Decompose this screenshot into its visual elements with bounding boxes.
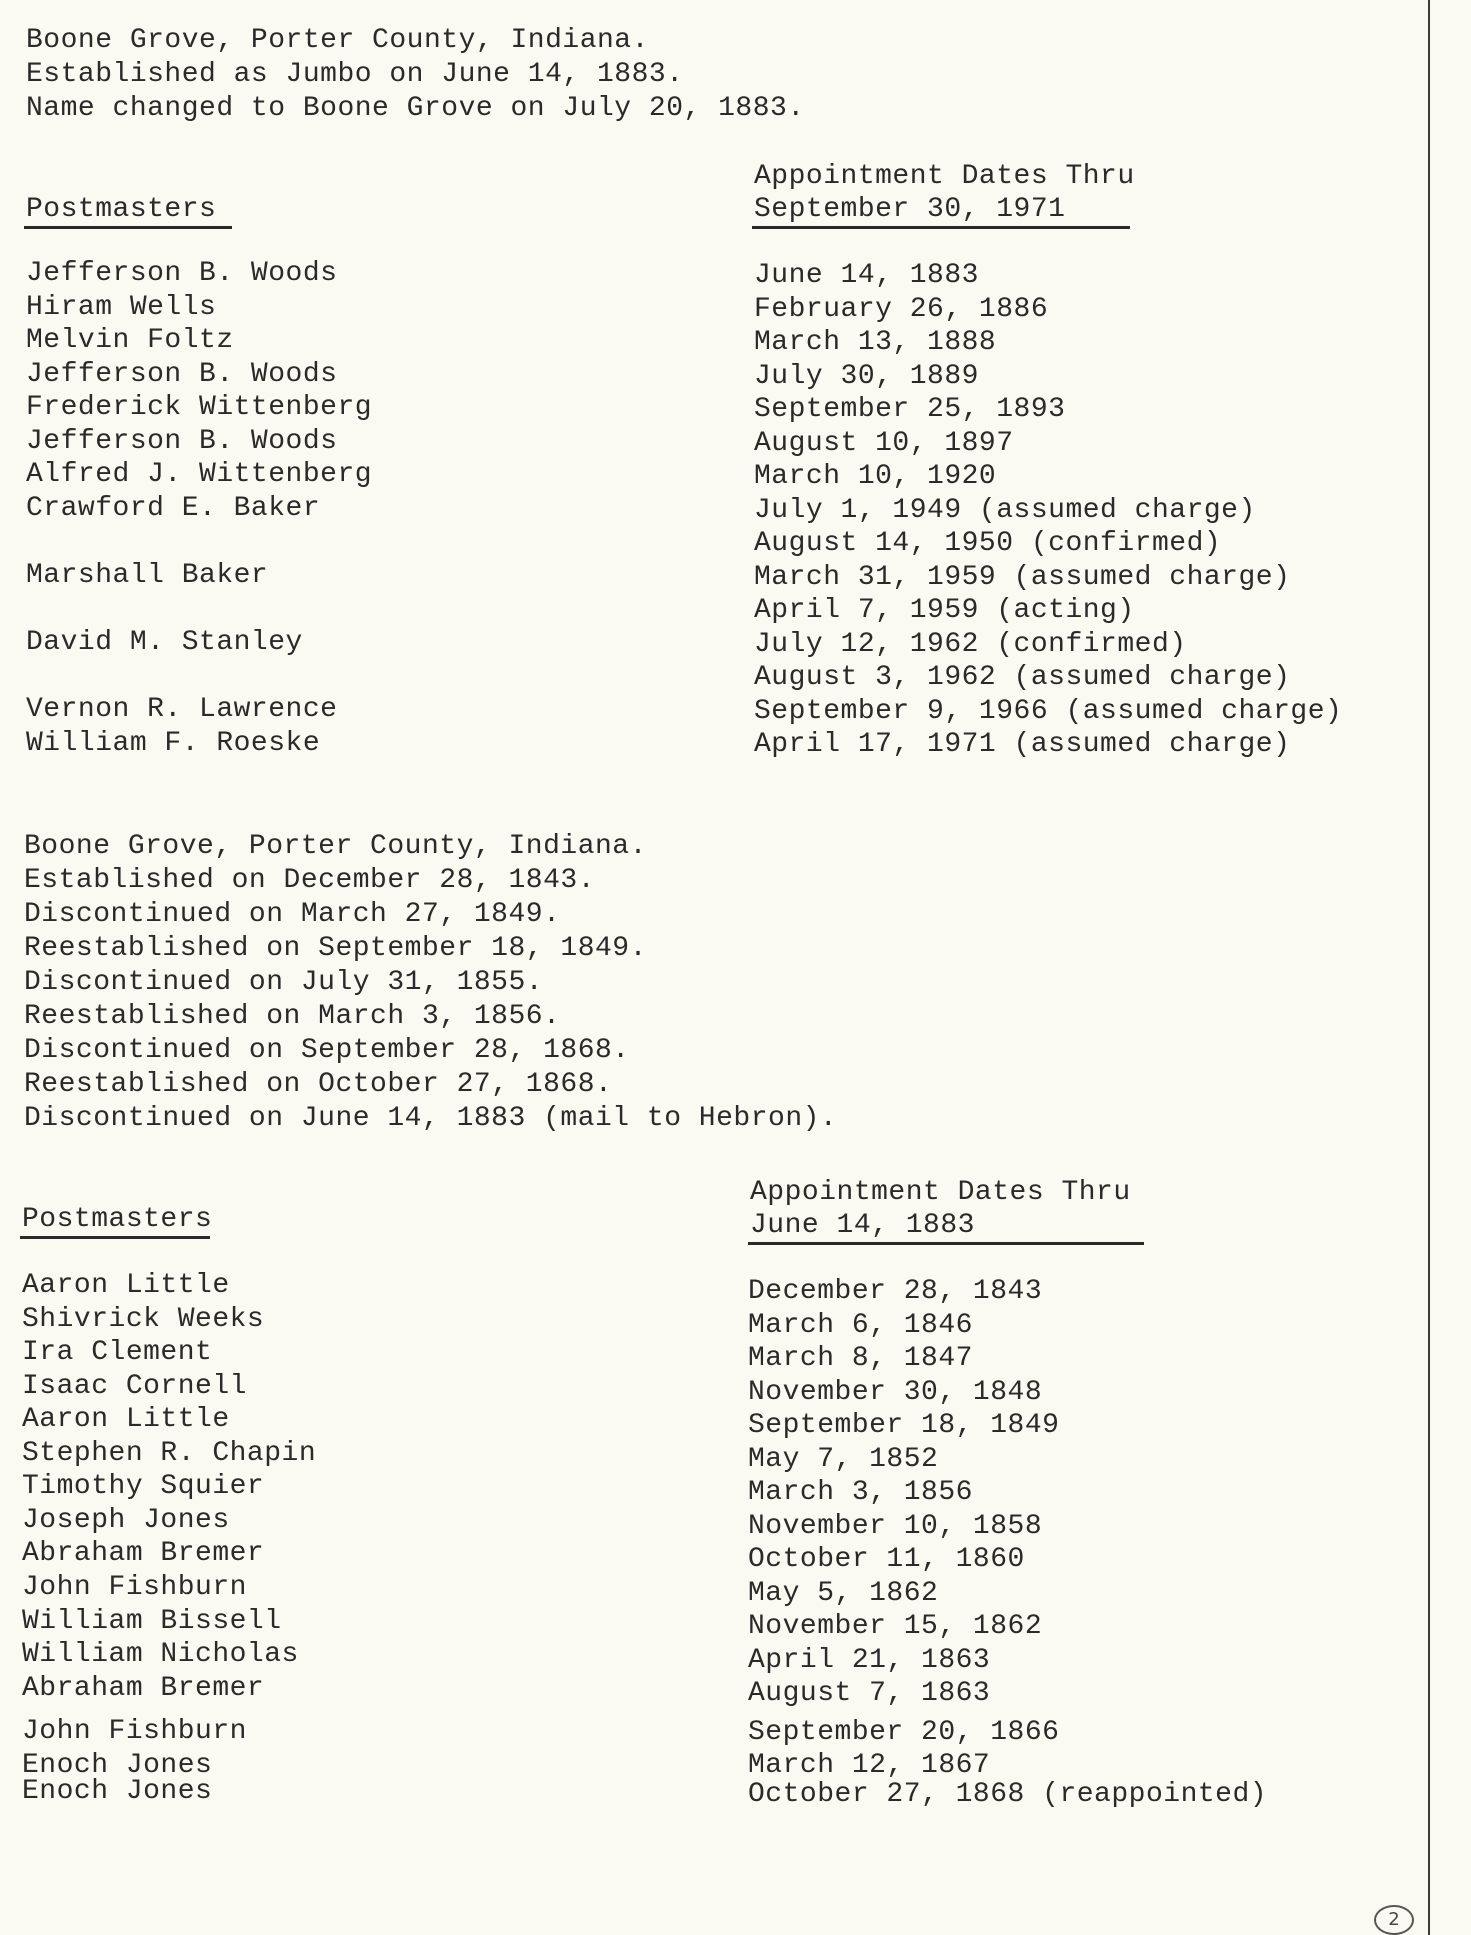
list-item: May 7, 1852 — [748, 1444, 939, 1475]
section1-header-line: Boone Grove, Porter County, Indiana. — [26, 25, 649, 56]
section2-header — [24, 830, 837, 1136]
list-item: August 7, 1863 — [748, 1678, 991, 1709]
list-item: Abraham Bremer — [22, 1538, 265, 1569]
section2-header-line: Reestablished on March 3, 1856. — [24, 1001, 561, 1032]
list-item: April 21, 1863 — [748, 1645, 991, 1676]
list-item: Timothy Squier — [22, 1471, 265, 1502]
list-item: David M. Stanley — [26, 627, 303, 658]
list-item: Hiram Wells — [26, 292, 217, 323]
list-item: September 20, 1866 — [748, 1717, 1060, 1748]
list-item: Marshall Baker — [26, 560, 269, 591]
list-item: September 9, 1966 (assumed charge) — [754, 696, 1343, 727]
section2-dates-heading-sub: June 14, 1883 — [750, 1210, 975, 1241]
section2-header-line: Discontinued on June 14, 1883 (mail to Hebron). — [24, 1103, 838, 1134]
section1-postmasters-underline — [24, 226, 232, 229]
list-item: February 26, 1886 — [754, 294, 1049, 325]
list-item: Isaac Cornell — [22, 1371, 247, 1402]
list-item: Enoch Jones — [22, 1750, 213, 1781]
list-item: Frederick Wittenberg — [26, 392, 373, 423]
list-item: Aaron Little — [22, 1270, 230, 1301]
section2-header-line: Reestablished on September 18, 1849. — [24, 933, 647, 964]
list-item: Vernon R. Lawrence — [26, 694, 338, 725]
list-item: July 1, 1949 (assumed charge) — [754, 495, 1256, 526]
list-item: Alfred J. Wittenberg — [26, 459, 373, 490]
list-item: May 5, 1862 — [748, 1578, 939, 1609]
list-item: William Bissell — [22, 1606, 282, 1637]
list-item: March 31, 1959 (assumed charge) — [754, 562, 1291, 593]
list-item: John Fishburn — [22, 1572, 247, 1603]
section2-header-line: Established on December 28, 1843. — [24, 865, 595, 896]
section2-postmasters-underline — [20, 1236, 210, 1239]
page-number: 2 — [1374, 1905, 1414, 1935]
list-item: Jefferson B. Woods — [26, 426, 338, 457]
list-item: August 10, 1897 — [754, 428, 1014, 459]
list-item: March 6, 1846 — [748, 1310, 973, 1341]
list-item: August 14, 1950 (confirmed) — [754, 528, 1222, 559]
list-item: Crawford E. Baker — [26, 493, 321, 524]
list-item: November 30, 1848 — [748, 1377, 1043, 1408]
list-item: March 13, 1888 — [754, 327, 997, 358]
list-item: October 27, 1868 (reappointed) — [748, 1779, 1268, 1810]
list-item: August 3, 1962 (assumed charge) — [754, 662, 1291, 693]
list-item: July 12, 1962 (confirmed) — [754, 629, 1187, 660]
list-item: March 3, 1856 — [748, 1477, 973, 1508]
list-item: June 14, 1883 — [754, 260, 979, 291]
list-item: Jefferson B. Woods — [26, 258, 338, 289]
list-item: Joseph Jones — [22, 1505, 230, 1536]
list-item: William Nicholas — [22, 1639, 299, 1670]
section1-postmasters-heading: Postmasters — [26, 194, 217, 225]
list-item: November 15, 1862 — [748, 1611, 1043, 1642]
list-item: Abraham Bremer — [22, 1673, 265, 1704]
list-item: Jefferson B. Woods — [26, 359, 338, 390]
section1-dates-underline — [752, 226, 1130, 229]
margin-rule — [1428, 0, 1430, 1935]
list-item: Enoch Jones — [22, 1776, 213, 1807]
section1-dates-heading-sub: September 30, 1971 — [754, 194, 1066, 225]
list-item: April 17, 1971 (assumed charge) — [754, 729, 1291, 760]
list-item: Shivrick Weeks — [22, 1304, 265, 1335]
list-item: September 25, 1893 — [754, 394, 1066, 425]
list-item: November 10, 1858 — [748, 1511, 1043, 1542]
list-item: March 10, 1920 — [754, 461, 997, 492]
list-item: Melvin Foltz — [26, 325, 234, 356]
list-item: William F. Roeske — [26, 728, 321, 759]
list-item: December 28, 1843 — [748, 1276, 1043, 1307]
list-item: October 11, 1860 — [748, 1544, 1025, 1575]
section2-dates-heading: Appointment Dates Thru — [750, 1177, 1131, 1208]
list-item: Stephen R. Chapin — [22, 1438, 317, 1469]
section2-postmasters-heading: Postmasters — [22, 1204, 213, 1235]
section2-dates-underline — [748, 1242, 1144, 1245]
section1-header-line: Established as Jumbo on June 14, 1883. — [26, 59, 684, 90]
section1-header — [26, 24, 805, 126]
section2-header-line: Discontinued on July 31, 1855. — [24, 967, 544, 998]
section2-header-line: Reestablished on October 27, 1868. — [24, 1069, 613, 1100]
section2-header-line: Boone Grove, Porter County, Indiana. — [24, 831, 647, 862]
list-item: Aaron Little — [22, 1404, 230, 1435]
list-item: March 8, 1847 — [748, 1343, 973, 1374]
list-item: Ira Clement — [22, 1337, 213, 1368]
section2-header-line: Discontinued on March 27, 1849. — [24, 899, 561, 930]
section2-header-line: Discontinued on September 28, 1868. — [24, 1035, 630, 1066]
list-item: July 30, 1889 — [754, 361, 979, 392]
list-item: April 7, 1959 (acting) — [754, 595, 1135, 626]
list-item: March 12, 1867 — [748, 1750, 991, 1781]
list-item: September 18, 1849 — [748, 1410, 1060, 1441]
section1-header-line: Name changed to Boone Grove on July 20, 1883. — [26, 93, 805, 124]
list-item: John Fishburn — [22, 1716, 247, 1747]
section1-dates-heading: Appointment Dates Thru — [754, 161, 1135, 192]
